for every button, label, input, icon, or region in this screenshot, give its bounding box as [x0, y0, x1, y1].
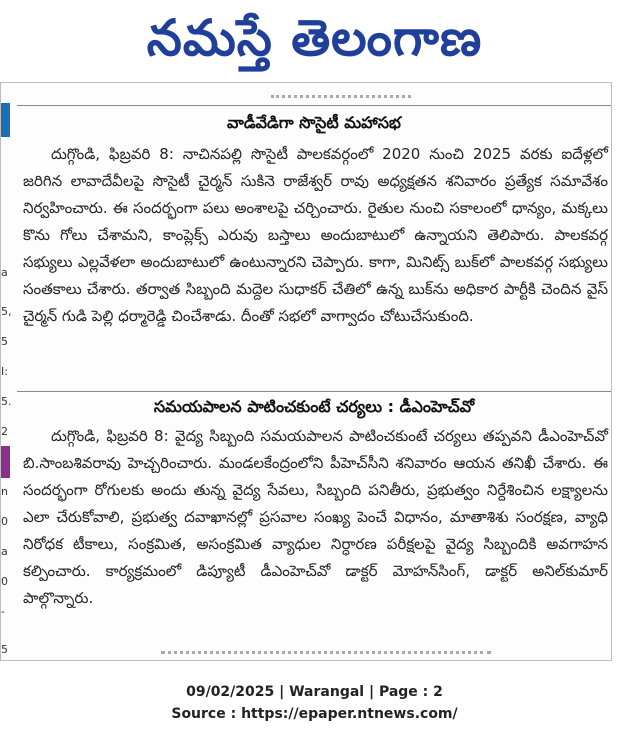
edge-fragment: a	[1, 545, 8, 558]
edge-fragment: a	[1, 266, 8, 279]
masthead-title: నమస్తే తెలంగాణ	[146, 9, 483, 67]
divider	[17, 391, 611, 392]
edge-fragment: I:	[1, 365, 8, 378]
article-1-headline: వాడీవేడిగా సొసైటీ మహాసభ	[227, 113, 401, 132]
adjacent-column-edge	[1, 83, 15, 660]
edge-fragment: n	[1, 485, 8, 498]
edge-fragment: 5,	[1, 305, 12, 318]
edge-fragment: 0	[1, 575, 8, 588]
edge-fragment: 5	[1, 335, 8, 348]
footer-date-edition: 09/02/2025 | Warangal | Page : 2	[186, 684, 443, 700]
edge-fragment: 5	[1, 643, 8, 656]
article-1-text: దుగ్గొండి, ఫిబ్రవరి 8: నాచినపల్లి సొసైటీ పాలకవర్గంలో 2020 నుంచి 2025 వరకు ఐదేళ్లలో జరిగిన లావాదేవీలపై సొసైటీ చైర్మన్ సుకినె రాజేశ్వర్ రావు అధ్యక్షతన శనివారం ప్రత్యేక సమావేశం నిర్వహించారు. ఈ సందర్భంగా పలు అంశాలపై చర్చించారు. రైతుల నుంచి సకాలంలో ధాన్యం, మక్కలు కొను గోలు చేశామని, కాంప్లెక్స్ ఎరువు బస్తాలు అందుబాటులో ఉన్నాయని తెలిపారు. పాలకవర్గ సభ్యులు ఎల్లవేళలా అందుబాటులో ఉంటున్నారని చెప్పారు. కాగా, మినిట్స్ బుక్‌లో పాలకవర్గ సభ్యులు సంతకాలు చేశారు. తర్వాత సిబ్బంది మద్దెల సుధాకర్ చేతిలో ఉన్న బుక్‌ను అధికార పార్టీకి చెందిన వైస్ చైర్మన్ గుడి పెల్లి ధర్మారెడ్డి చించేశాడు. దీంతో సభలో వాగ్వాదం చోటుచేసుకుంది.	[23, 145, 608, 325]
color-strip	[1, 103, 10, 137]
newspaper-clipping	[0, 82, 612, 661]
edge-fragment: 5.	[1, 395, 12, 408]
footer-source: Source : https://epaper.ntnews.com/	[171, 706, 458, 722]
masthead	[0, 0, 629, 78]
cut-off-text-top	[271, 85, 411, 98]
article-2-headline: సమయపాలన పాటించకుంటే చర్యలు : డీఎంహెచ్‌వో	[153, 397, 475, 416]
divider	[17, 105, 611, 106]
edge-fragment: -	[1, 605, 5, 618]
cut-off-text-bottom	[161, 651, 491, 661]
color-strip	[1, 446, 10, 478]
edge-fragment: 0	[1, 515, 8, 528]
article-1-body	[23, 141, 608, 330]
article-2-text: దుగ్గొండి, ఫిబ్రవరి 8: వైద్య సిబ్బంది సమయపాలన పాటించకుంటే చర్యలు తప్పవని డీఎంహెచ్‌వో బి.సాంబశివరావు హెచ్చరించారు. మండలకేంద్రంలోని పీహెచ్‌సీని శనివారం ఆయన తనిఖీ చేశారు. ఈ సందర్భంగా రోగులకు అందు తున్న వైద్య సేవలు, సిబ్బంది పనితీరు, ప్రభుత్వం నిర్దేశించిన లక్ష్యాలను ఎలా చేరుకోవాలి, ప్రభుత్వ దవాఖానల్లో ప్రసవాల సంఖ్య పెంచే విధానం, మాతాశిశు సంరక్షణ, వ్యాధి నిరోధక టీకాలు, సంక్రమిత, అసంక్రమిత వ్యాధుల నిర్ధారణ పరీక్షలపై వైద్య సిబ్బందికి అవగాహన కల్పించారు. కార్యక్రమంలో డిప్యూటీ డీఎంహెచ్‌వో డాక్టర్ మోహన్‌సింగ్, డాక్టర్ అనిల్‌కుమార్ పాల్గొన్నారు.	[23, 427, 608, 607]
edge-fragment: 2	[1, 425, 8, 438]
article-2-body	[23, 423, 608, 612]
